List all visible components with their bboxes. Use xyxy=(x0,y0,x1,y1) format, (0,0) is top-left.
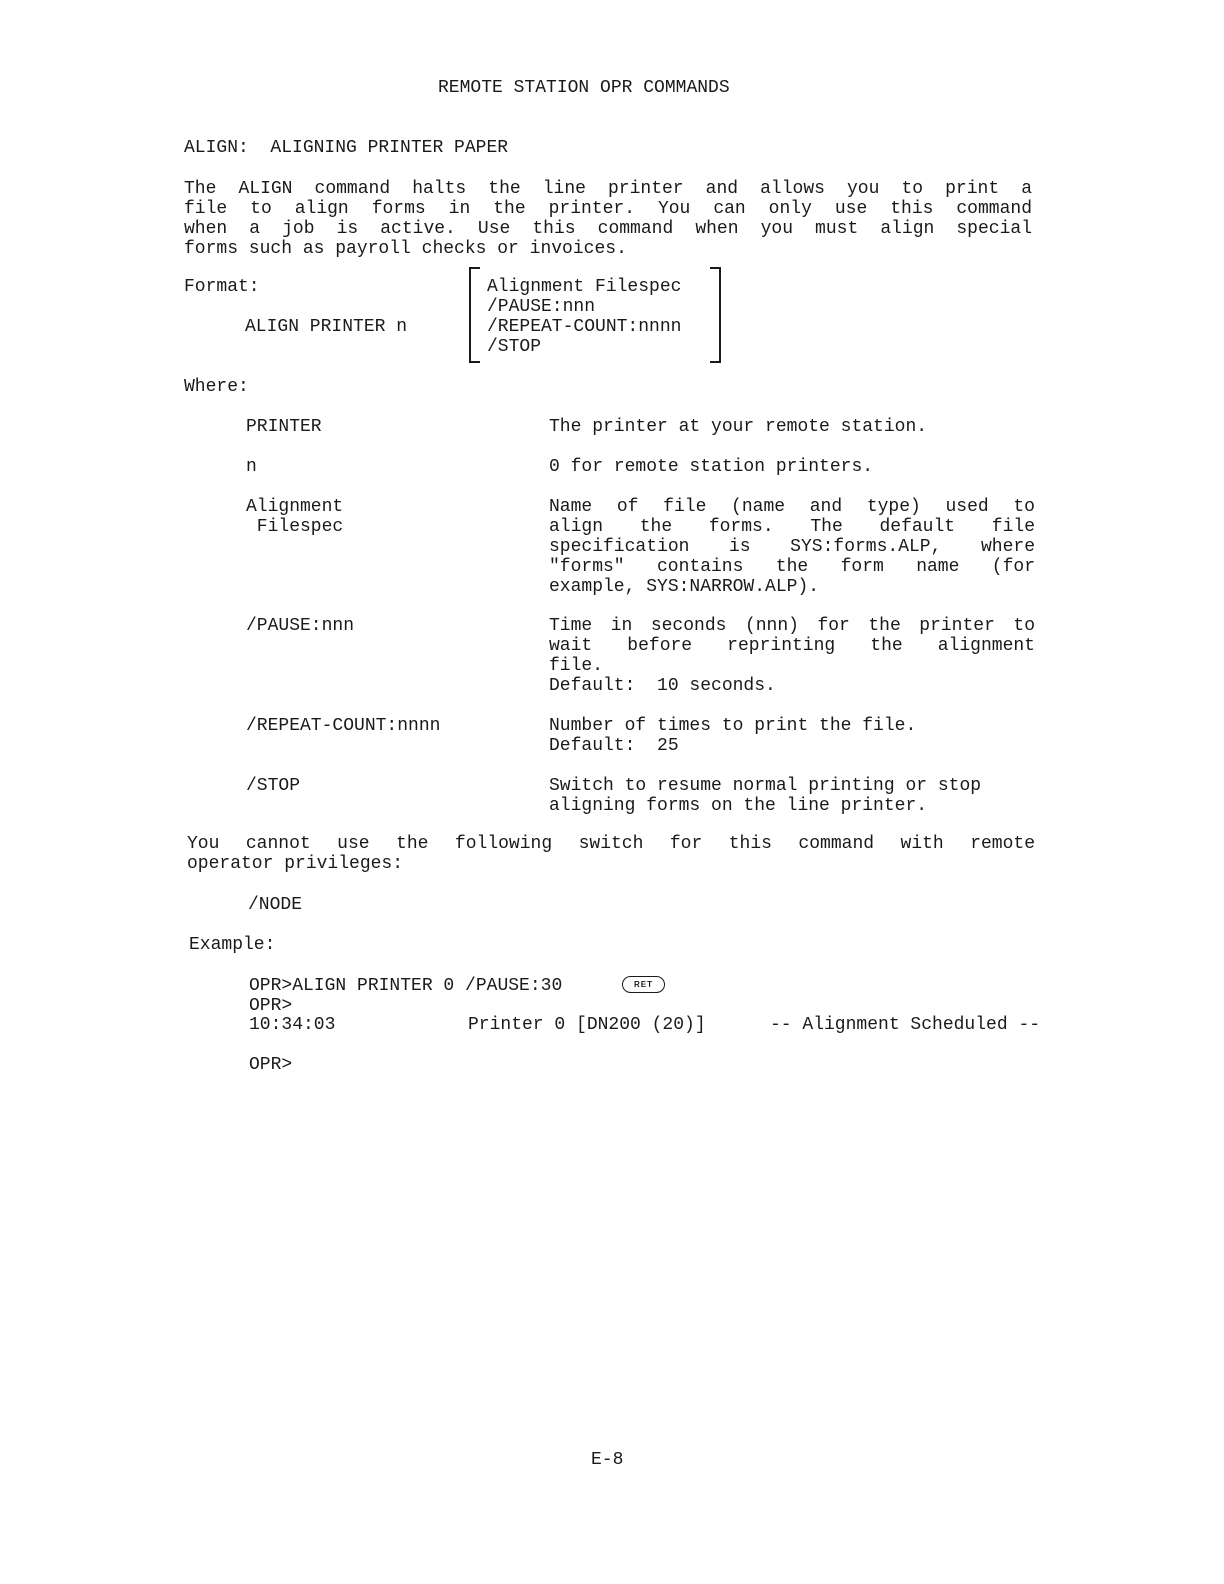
example-message: -- Alignment Scheduled -- xyxy=(770,1015,1041,1035)
where-desc xyxy=(549,497,1035,597)
format-option: /STOP xyxy=(487,337,542,357)
intro-line: file to align forms in the printer. You can only use this command xyxy=(184,199,1032,219)
where-desc: The printer at your remote station. xyxy=(549,417,928,437)
desc-line: Name of file (name and type) used to xyxy=(549,497,1035,517)
format-label: Format: xyxy=(184,277,260,297)
desc-line: Time in seconds (nnn) for the printer to xyxy=(549,616,1035,636)
intro-line: when a job is active. Use this command when you must align special xyxy=(184,219,1032,239)
desc-line: Default: 10 seconds. xyxy=(549,676,776,696)
desc-line: specification is SYS:forms.ALP, where xyxy=(549,537,1035,557)
desc-line: align the forms. The default file xyxy=(549,517,1035,537)
where-term: n xyxy=(246,457,257,477)
where-term: /STOP xyxy=(246,776,301,796)
desc-line: example, SYS:NARROW.ALP). xyxy=(549,577,820,597)
format-option: /REPEAT-COUNT:nnnn xyxy=(487,317,682,337)
where-desc: Switch to resume normal printing or stop xyxy=(549,776,982,796)
intro-line: The ALIGN command halts the line printer and allows you to print a xyxy=(184,179,1032,199)
where-desc: Default: 25 xyxy=(549,736,679,756)
where-term: Alignment xyxy=(246,497,344,517)
page-title: REMOTE STATION OPR COMMANDS xyxy=(438,78,730,98)
node-switch: /NODE xyxy=(248,895,303,915)
restriction-line: You cannot use the following switch for this command with remote xyxy=(187,834,1035,854)
example-time: 10:34:03 xyxy=(249,1015,336,1035)
format-option: /PAUSE:nnn xyxy=(487,297,596,317)
example-command: OPR>ALIGN PRINTER 0 /PAUSE:30 xyxy=(249,976,563,996)
restriction-line: operator privileges: xyxy=(187,854,404,874)
where-term: /PAUSE:nnn xyxy=(246,616,355,636)
where-desc: 0 for remote station printers. xyxy=(549,457,874,477)
where-term: /REPEAT-COUNT:nnnn xyxy=(246,716,441,736)
where-term: Filespec xyxy=(246,517,344,537)
format-command: ALIGN PRINTER n xyxy=(245,317,408,337)
desc-line: file. xyxy=(549,656,604,676)
desc-line: "forms" contains the form name (for xyxy=(549,557,1035,577)
where-desc: Number of times to print the file. xyxy=(549,716,917,736)
return-key-icon: RET xyxy=(622,976,665,993)
section-heading: ALIGN: ALIGNING PRINTER PAPER xyxy=(184,138,509,158)
example-prompt: OPR> xyxy=(249,996,293,1016)
where-term: PRINTER xyxy=(246,417,322,437)
example-device: Printer 0 [DN200 (20)] xyxy=(468,1015,706,1035)
intro-line: forms such as payroll checks or invoices. xyxy=(184,239,627,259)
where-label: Where: xyxy=(184,377,249,397)
example-label: Example: xyxy=(189,935,276,955)
where-desc: aligning forms on the line printer. xyxy=(549,796,928,816)
format-option: Alignment Filespec xyxy=(487,277,682,297)
where-desc xyxy=(549,616,1035,696)
example-prompt: OPR> xyxy=(249,1055,293,1075)
page-number: E-8 xyxy=(591,1450,624,1470)
desc-line: wait before reprinting the alignment xyxy=(549,636,1035,656)
